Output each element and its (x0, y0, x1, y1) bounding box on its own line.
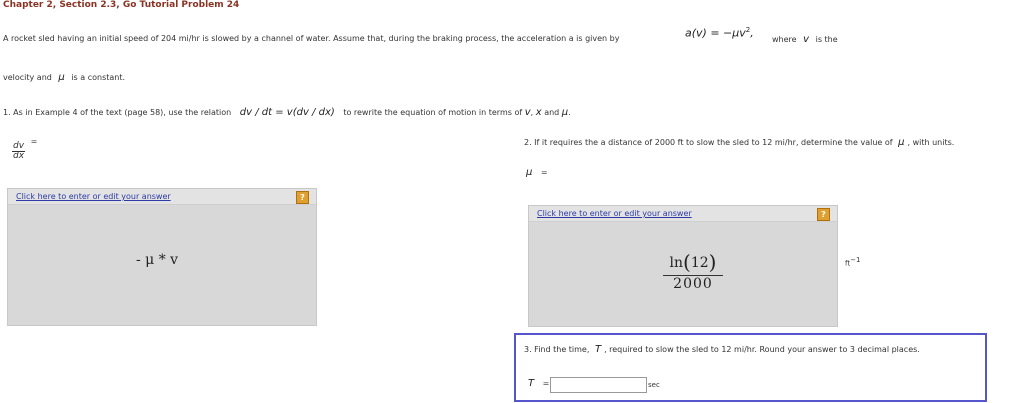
q1-edit-answer-link[interactable]: Click here to enter or edit your answer (16, 192, 171, 201)
q2-mu-label: μ = (526, 167, 548, 178)
q1-answer-expression: - μ * v (136, 252, 179, 268)
intro-text: A rocket sled having an initial speed of 204 mi/hr is slowed by a channel of water. Assume that, during the braking process, the acceleration a is given by (3, 34, 620, 43)
help-icon[interactable]: ? (296, 191, 309, 204)
q2-answer-fraction (663, 250, 723, 292)
intro-where: where v is the (772, 34, 838, 45)
intro-line1 (3, 34, 619, 43)
q2-edit-answer-link[interactable]: Click here to enter or edit your answer (537, 209, 692, 218)
q3-units: sec (648, 381, 660, 389)
q3-prompt: 3. Find the time, T , required to slow the sled to 12 mi/hr. Round your answer to 3 decimal places. (524, 344, 920, 355)
page-title: Chapter 2, Section 2.3, Go Tutorial Problem 24 (3, 0, 240, 10)
q1-derivative-label: $\frac{dv}{dx}$ = (13, 137, 38, 161)
help-icon[interactable]: ? (817, 208, 830, 221)
q2-prompt: 2. If it requires the a distance of 2000 ft to slow the sled to 12 mi/hr, determine the value of μ , with units. (524, 137, 955, 148)
q2-answer-panel (528, 205, 838, 327)
q3-T-label: T = (528, 378, 550, 389)
q1-prompt: 1. As in Example 4 of the text (page 58), use the relation dv / dt = v(dv / dx) to rewrite the equation of motion in terms of v, x and μ. (3, 107, 571, 118)
q2-fraction-numerator: ln(12) (663, 250, 723, 276)
q3-time-input[interactable] (550, 377, 647, 393)
q1-answer-panel (7, 188, 317, 326)
q2-units: ft−1 (845, 256, 861, 268)
q2-fraction-denominator: 2000 (673, 276, 713, 292)
intro-line2: velocity and μ is a constant. (3, 72, 126, 83)
acceleration-formula: $a(v) = -\mu v^2$, (685, 26, 754, 40)
dv-dx-fraction: $\frac{dv}{dx}$ (13, 141, 25, 161)
